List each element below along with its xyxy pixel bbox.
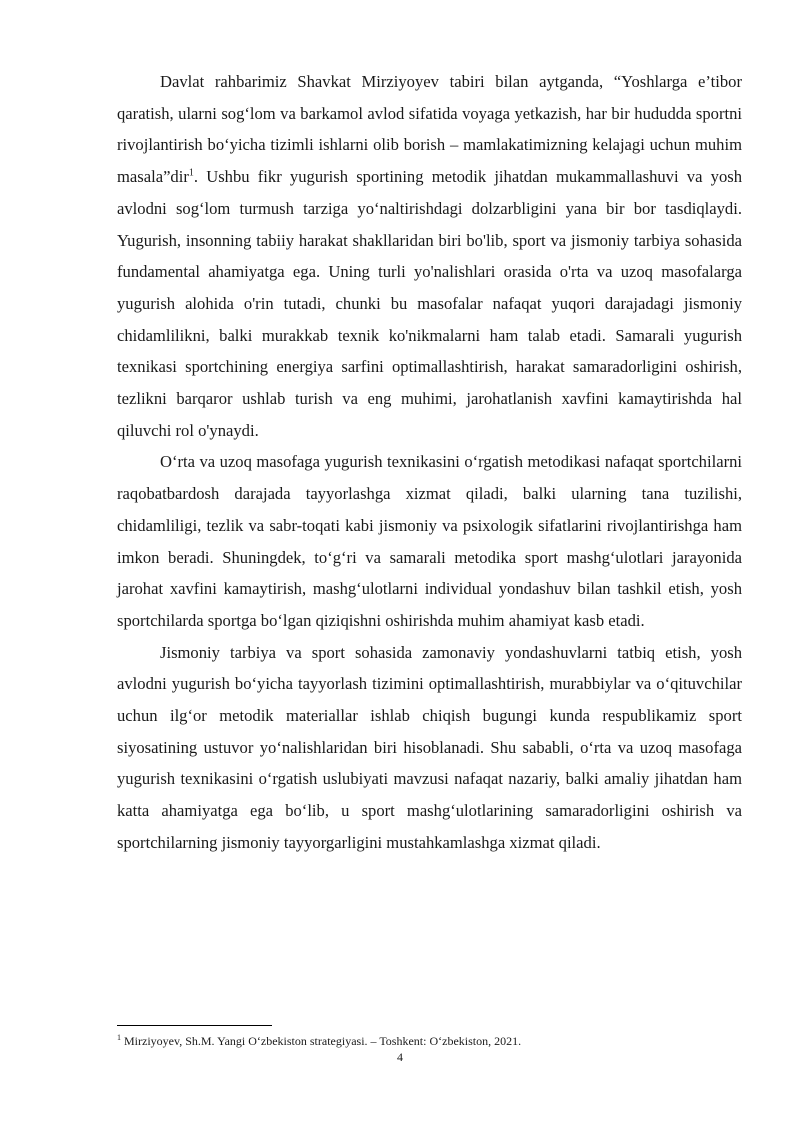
footnote: [117, 1033, 742, 1049]
paragraph-1: [117, 66, 742, 446]
footnote-text: Mirziyoyev, Sh.M. Yangi O‘zbekiston strategiyasi. – Toshkent: O‘zbekiston, 2021.: [121, 1034, 522, 1048]
footnote-reference[interactable]: 1: [188, 167, 194, 179]
footnote-separator: [117, 1025, 272, 1026]
paragraph-1-text-start: Davlat rahbarimiz Shavkat Mirziyoyev tabiri bilan aytganda, “Yoshlarga e’tibor qaratish, ularni sog‘lom va barkamol avlod sifatida voyaga yetkazish, har bir hududda sportni rivojlantirish bo‘yicha tizimli ishlarni olib borish – mamlakatimizning kelajagi uchun muhim masala”dir: [117, 72, 742, 187]
footnote-number: 1: [117, 1033, 121, 1042]
page-number: 4: [397, 1050, 403, 1064]
document-body: [117, 66, 742, 859]
paragraph-2: O‘rta va uzoq masofaga yugurish texnikasini o‘rgatish metodikasi nafaqat sportchilarni raqobatbardosh darajada tayyorlashga xizmat qiladi, balki ularning tana tuzilishi, chidamliligi, tezlik va sabr-toqati kabi jismoniy va psixologik sifatlarini rivojlantirishga ham imkon beradi. Shuningdek, to‘g‘ri va samarali metodika sport mashg‘ulotlari jarayonida jarohat xavfini kamaytirish, mashg‘ulotlarni individual yondashuv bilan tashkil etish, yosh sportchilarda sportga bo‘lgan qiziqishni oshirishda muhim ahamiyat kasb etadi.: [117, 452, 742, 630]
paragraph-1-text-end: . Ushbu fikr yugurish sportining metodik jihatdan mukammallashuvi va yosh avlodni sog‘lom turmush tarziga yo‘naltirishdagi dolzarbligini yana bir bor tasdiqlaydi. Yugurish, insonning tabiiy harakat shakllaridan biri bo'lib, sport va jismoniy tarbiya sohasida fundamental ahamiyatga ega. Uning turli yo'nalishlari orasida o'rta va uzoq masofalarga yugurish alohida o'rin tutadi, chunki bu masofalar nafaqat yuqori darajadagi jismoniy chidamlilikni, balki murakkab texnik ko'nikmalarni ham talab etadi. Samarali yugurish texnikasi sportchining energiya sarfini optimallashtirish, harakat samaradorligini oshirish, tezlikni barqaror ushlab turish va eng muhimi, jarohatlanish xavfini kamaytirishda hal qiluvchi rol o'ynaydi.: [117, 167, 742, 440]
paragraph-3: Jismoniy tarbiya va sport sohasida zamonaviy yondashuvlarni tatbiq etish, yosh avlodni yugurish bo‘yicha tayyorlash tizimini optimallashtirish, murabbiylar va o‘qituvchilar uchun ilg‘or metodik materiallar ishlab chiqish bugungi kunda respublikamiz sport siyosatining ustuvor yo‘nalishlaridan biri hisoblanadi. Shu sababli, o‘rta va uzoq masofaga yugurish texnikasini o‘rgatish uslubiyati mavzusi nafaqat nazariy, balki amaliy jihatdan ham katta ahamiyatga ega bo‘lib, u sport mashg‘ulotlarining samaradorligini oshirish va sportchilarning jismoniy tayyorgarligini mustahkamlashga xizmat qiladi.: [117, 642, 742, 852]
